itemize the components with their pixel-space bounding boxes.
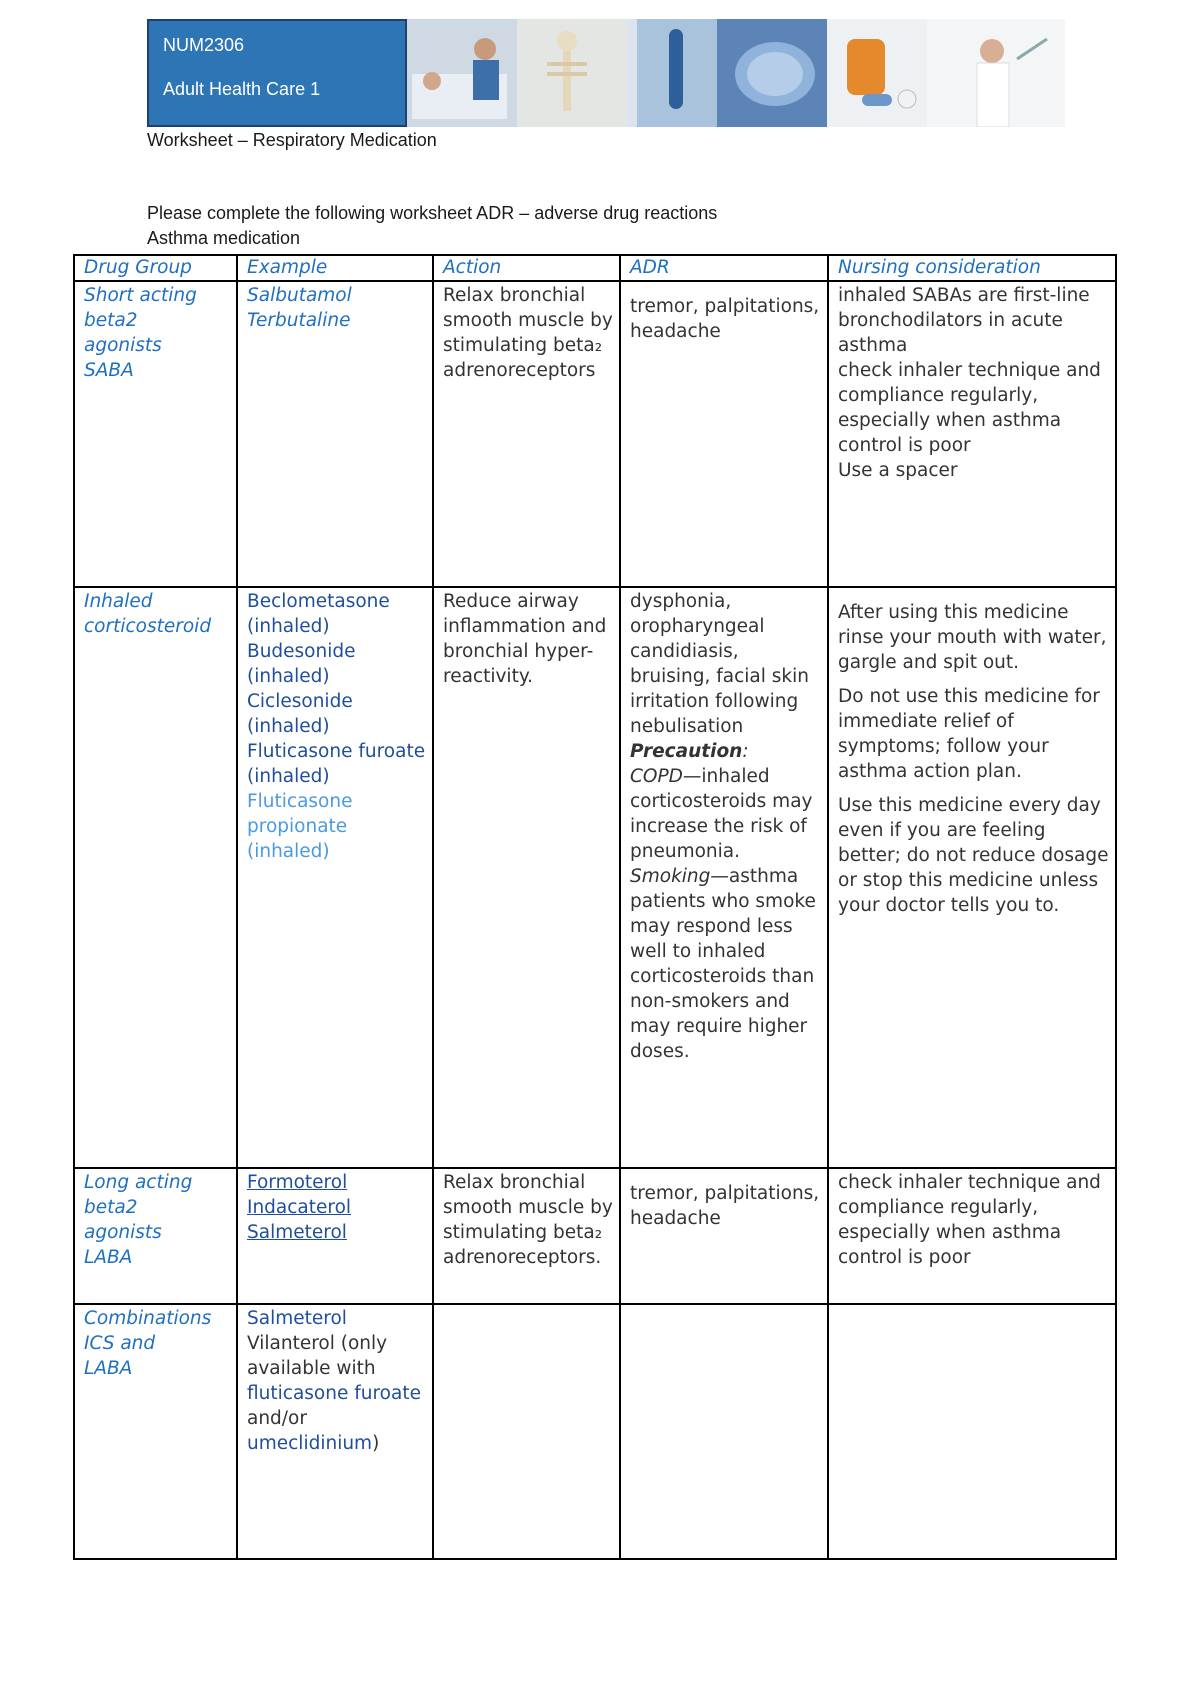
drug-example-link[interactable]: Ciclesonide (inhaled) [247,691,353,737]
drug-example-link[interactable]: umeclidinium [247,1433,373,1454]
drug-group-line: Inhaled [84,591,153,612]
copd-label: COPD [630,766,683,787]
adr-cell [620,587,828,1168]
course-label-box [147,19,407,127]
column-header: Nursing consideration [828,255,1116,281]
course-banner [147,19,1065,127]
nursing-cell[interactable] [828,1304,1116,1559]
adr-cell: tremor, palpitations, headache [620,281,828,587]
table-row [74,281,1116,587]
copd-text: —inhaled corticosteroids may increase the risk of pneumonia. [630,766,813,862]
drug-group-line: corticosteroid [84,616,212,637]
precaution-colon: : [742,741,749,762]
drug-example-link[interactable]: Budesonide (inhaled) [247,641,356,687]
adr-cell: tremor, palpitations, headache [620,1168,828,1304]
drug-group-line: beta2 [84,1197,138,1218]
course-code: NUM2306 [163,35,245,55]
table-row [74,1168,1116,1304]
column-header: Example [237,255,433,281]
nursing-note: check inhaler technique and compliance regularly, especially when asthma control is poor [838,360,1101,456]
action-cell[interactable] [433,1304,620,1559]
drug-group-line: LABA [84,1358,133,1379]
drug-example-link[interactable]: Indacaterol [247,1197,352,1218]
drug-group-line: ICS and [84,1333,156,1354]
drug-group-line: agonists [84,335,162,356]
drug-example-link[interactable]: Beclometasone (inhaled) [247,591,390,637]
closing-paren: ) [372,1433,380,1454]
drug-example-link[interactable]: Salmeterol [247,1222,347,1243]
drug-group-line: Combinations [84,1308,212,1329]
drug-group-line: agonists [84,1222,162,1243]
column-header: Drug Group [74,255,237,281]
example-cell [237,281,433,587]
example-cell [237,1304,433,1559]
drug-group-line: Short acting [84,285,197,306]
course-name: Adult Health Care 1 [163,79,321,99]
nursing-note: Use this medicine every day even if you are feeling better; do not reduce dosage or stop this medicine unless your doctor tells you to. [838,795,1109,916]
action-cell: Relax bronchial smooth muscle by stimulating beta₂ adrenoreceptors. [433,1168,620,1304]
smoking-text: —asthma patients who smoke may respond less well to inhaled corticosteroids than non-smokers and may require higher doses. [630,866,816,1062]
drug-group-line: beta2 [84,310,138,331]
medication-table [73,254,1117,1560]
nursing-note: After using this medicine rinse your mouth with water, gargle and spit out. [838,602,1107,673]
nursing-cell [828,587,1116,1168]
drug-example: Salbutamol [247,285,352,306]
nursing-note: Use a spacer [838,460,958,481]
drug-example-link[interactable]: Fluticasone furoate (inhaled) [247,741,426,787]
drug-example: Salmeterol [247,1308,347,1329]
column-header: Action [433,255,620,281]
table-row [74,587,1116,1168]
drug-example-link[interactable]: Formoterol [247,1172,348,1193]
worksheet-instruction: Please complete the following worksheet ADR – adverse drug reactions [147,203,718,223]
adr-effects: dysphonia, oropharyngeal candidiasis, bruising, facial skin irritation following nebulisation [630,591,809,737]
example-cell [237,1168,433,1304]
drug-example-link[interactable]: Fluticasone propionate (inhaled) [247,791,353,862]
column-header: ADR [620,255,828,281]
smoking-label: Smoking [630,866,711,887]
nursing-cell [828,281,1116,587]
table-row [74,1304,1116,1559]
healthcare-collage-image [407,19,1065,127]
vilanterol-text: Vilanterol (only available with [247,1333,388,1379]
drug-group-cell [74,1168,237,1304]
drug-example: Terbutaline [247,310,351,331]
nursing-note: inhaled SABAs are first-line bronchodilators in acute asthma [838,285,1090,356]
nursing-note: check inhaler technique and compliance regularly, especially when asthma control is poor [838,1172,1101,1268]
example-cell [237,587,433,1168]
section-heading: Asthma medication [147,228,301,248]
action-cell: Reduce airway inflammation and bronchial hyper-reactivity. [433,587,620,1168]
drug-group-line: SABA [84,360,134,381]
drug-group-cell [74,587,237,1168]
adr-cell[interactable] [620,1304,828,1559]
drug-group-line: Long acting [84,1172,193,1193]
worksheet-title: Worksheet – Respiratory Medication [147,130,437,150]
drug-group-cell [74,1304,237,1559]
drug-group-line: LABA [84,1247,133,1268]
precaution-label: Precaution [630,741,743,762]
drug-group-cell [74,281,237,587]
drug-example-combination [247,1331,426,1456]
nursing-cell [828,1168,1116,1304]
healthcare-collage-illustration [407,19,1065,127]
and-or-text: and/or [247,1408,307,1429]
table-header-row [74,255,1116,281]
action-cell: Relax bronchial smooth muscle by stimulating beta₂ adrenoreceptors [433,281,620,587]
drug-example-link[interactable]: fluticasone furoate [247,1383,421,1404]
nursing-note: Do not use this medicine for immediate relief of symptoms; follow your asthma action plan. [838,686,1100,782]
